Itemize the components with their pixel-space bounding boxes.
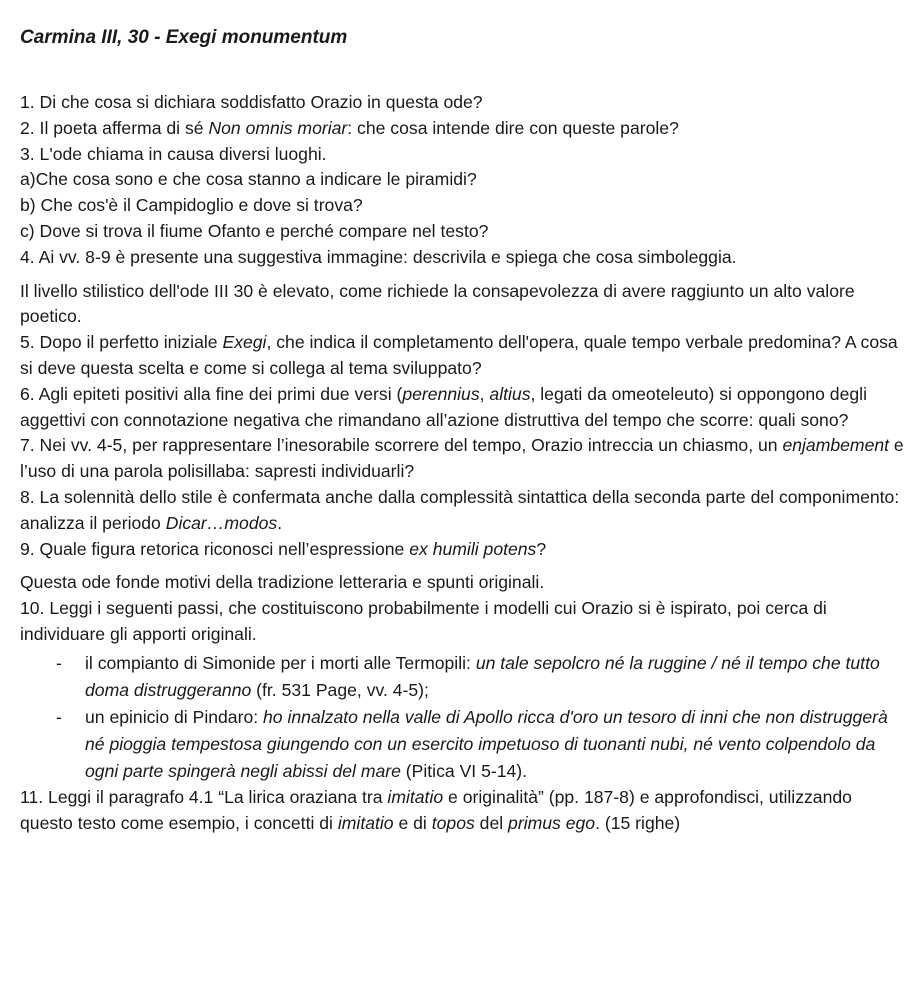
bullet-dash: -: [56, 652, 62, 673]
question-8-text: 8. La solennità dello stile è confermata anche dalla complessità sintattica della seconda parte del componimento: analizza il periodo: [20, 486, 900, 533]
question-5-text: 5. Dopo il perfetto iniziale: [20, 332, 223, 353]
question-2-text: 2. Il poeta afferma di sé: [20, 117, 209, 138]
question-2: [20, 116, 906, 142]
question-7-text-end: e l’uso di una parola polisillaba: sapresti individuarli?: [20, 435, 904, 482]
question-5: [20, 330, 906, 382]
question-11: [20, 785, 906, 837]
question-9: [20, 537, 906, 563]
section-heading-tradition: Questa ode fonde motivi della tradizione letteraria e spunti originali.: [20, 572, 545, 593]
question-6-sep: ,: [479, 383, 490, 404]
question-9-italic: ex humili potens: [409, 538, 537, 559]
question-7-italic: enjambement: [782, 435, 890, 456]
passages-list: [20, 650, 906, 785]
question-11-italic-3: topos: [431, 812, 475, 833]
list-item: [20, 704, 906, 785]
question-6-text: 6. Agli epiteti positivi alla fine dei primi due versi (: [20, 383, 403, 404]
question-11-italic-2: imitatio: [337, 812, 394, 833]
question-8: [20, 485, 906, 537]
question-11-italic-1: imitatio: [387, 786, 444, 807]
question-11-text-3: e di: [393, 812, 432, 833]
question-11-text: 11. Leggi il paragrafo 4.1 “La lirica oraziana tra: [20, 786, 388, 807]
question-6-italic-1: perennius: [402, 383, 480, 404]
question-7-text: 7. Nei vv. 4-5, per rappresentare l’inesorabile scorrere del tempo, Orazio intreccia un chiasmo, un: [20, 435, 783, 456]
question-4: 4. Ai vv. 8-9 è presente una suggestiva immagine: descrivila e spiega che cosa simboleggia.: [20, 246, 737, 267]
list-item-quote: ho innalzato nella valle di Apollo ricca d'oro un tesoro di inni che non distruggerà né pioggia tempestosa giungendo con un esercito impetuoso di tuonanti nubi, né vento colpendolo da ogni parte spingerà negli abissi del mare: [85, 706, 888, 781]
list-item-quote: un tale sepolcro né la ruggine / né il tempo che tutto doma distruggeranno: [85, 652, 880, 700]
list-item-source: (fr. 531 Page, vv. 4-5);: [251, 679, 429, 700]
question-2-text-end: : che cosa intende dire con queste parole?: [347, 117, 679, 138]
question-8-text-end: .: [277, 512, 283, 533]
question-3b: b) Che cos'è il Campidoglio e dove si trova?: [20, 195, 363, 216]
question-11-text-2: e originalità” (pp. 187-8) e approfondisci, utilizzando questo testo come esempio, i concetti di: [20, 786, 852, 833]
list-item-source: (Pitica VI 5-14).: [400, 760, 528, 781]
question-6-italic-2: altius: [489, 383, 531, 404]
question-7: [20, 433, 906, 485]
bullet-dash: -: [56, 706, 62, 727]
question-6: [20, 382, 906, 434]
question-5-italic: Exegi: [222, 332, 267, 353]
question-1: 1. Di che cosa si dichiara soddisfatto Orazio in questa ode?: [20, 92, 483, 112]
question-5-text-end: , che indica il completamento dell'opera, quale tempo verbale predomina? A cosa si deve questa scelta e come si collega al tema sviluppato?: [20, 332, 898, 378]
question-11-text-end: . (15 righe): [595, 812, 681, 833]
question-11-italic-4: primus ego: [508, 812, 596, 833]
question-8-italic: Dicar…modos: [165, 512, 278, 533]
section-heading-style: Il livello stilistico dell'ode III 30 è elevato, come richiede la consapevolezza di avere raggiunto un alto valore poetico.: [20, 280, 855, 327]
list-item: [20, 650, 906, 704]
list-item-text: il compianto di Simonide per i morti alle Termopili:: [85, 652, 476, 673]
question-11-text-4: del: [474, 812, 509, 833]
title-text: Carmina III, 30 - Exegi monumentum: [20, 27, 348, 48]
question-3c: c) Dove si trova il fiume Ofanto e perché compare nel testo?: [20, 220, 489, 241]
list-item-text: un epinicio di Pindaro:: [85, 706, 264, 727]
question-9-text-end: ?: [536, 538, 547, 559]
question-6-text-end: , legati da omeoteleuto) si oppongono degli aggettivi con connotazione negativa che rimandano all’azione distruttiva del tempo che scorre: quali sono?: [20, 383, 867, 430]
question-2-italic: Non omnis moriar: [208, 117, 348, 138]
question-3: 3. L'ode chiama in causa diversi luoghi.: [20, 143, 327, 164]
question-10: 10. Leggi i seguenti passi, che costituiscono probabilmente i modelli cui Orazio si è ispirato, poi cerca di individuare gli apporti originali.: [20, 598, 827, 644]
question-9-text: 9. Quale figura retorica riconosci nell’espressione: [20, 538, 410, 559]
page-title: [20, 26, 906, 50]
question-3a: a)Che cosa sono e che cosa stanno a indicare le piramidi?: [20, 169, 477, 190]
